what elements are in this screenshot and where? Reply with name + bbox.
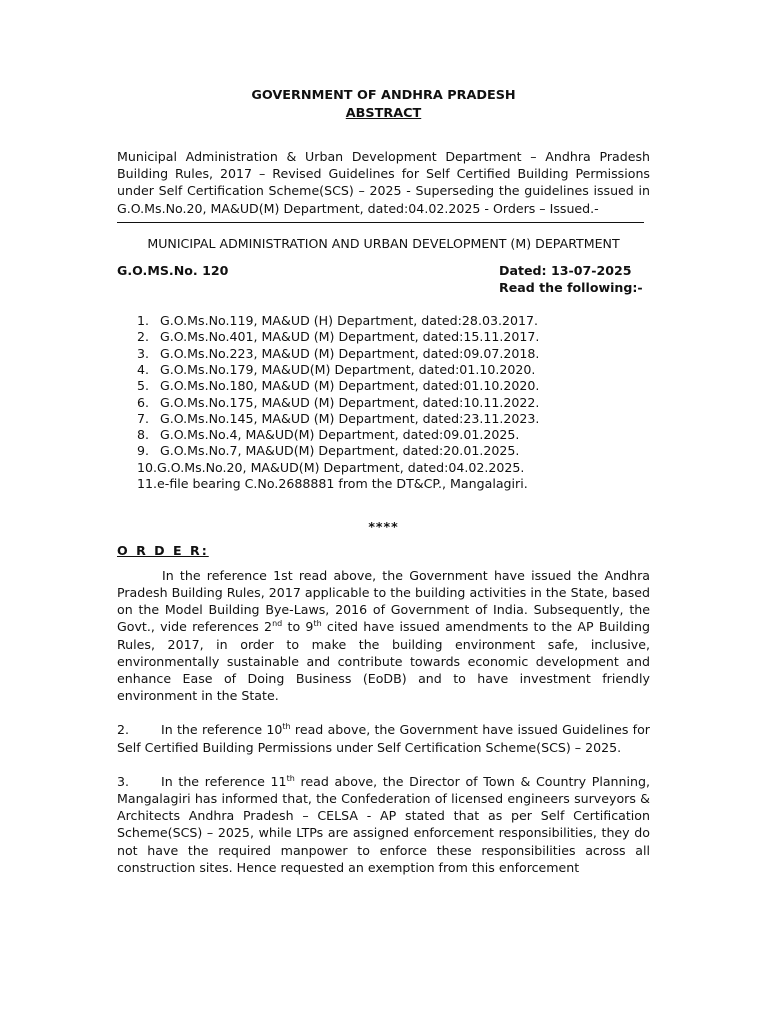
reference-item <box>137 313 650 329</box>
subject-text: Municipal Administration & Urban Development Department – Andhra Pradesh Building Rules, 2017 – Revised Guidelines for Self Certified Building Permissions under Self Certification Scheme(SCS) – 2025 - Superseding the guidelines issued in G.O.Ms.No.20, MA&UD(M) Department, dated:04.02.2025 - Orders – Issued.- <box>117 149 650 216</box>
reference-item <box>137 329 650 345</box>
reference-text: G.O.Ms.No.7, MA&UD(M) Department, dated:20.01.2025. <box>160 443 520 459</box>
section-separator: **** <box>368 519 399 535</box>
superscript: th <box>286 773 295 783</box>
reference-item <box>137 427 650 443</box>
reference-list <box>117 313 650 492</box>
reference-number: 7. <box>137 410 150 426</box>
paragraph-number: 2. <box>117 722 130 738</box>
reference-number: 3. <box>137 345 150 361</box>
reference-item <box>137 362 650 378</box>
paragraph-3 <box>117 773 650 876</box>
reference-text: G.O.Ms.No.223, MA&UD (M) Department, dated:09.07.2018. <box>160 345 540 361</box>
superscript: nd <box>272 619 283 629</box>
reference-text: G.O.Ms.No.180, MA&UD (M) Department, dated:01.10.2020. <box>160 378 540 394</box>
reference-text: G.O.Ms.No.145, MA&UD (M) Department, dated:23.11.2023. <box>160 410 540 426</box>
abstract-heading: ABSTRACT <box>345 106 422 121</box>
reference-text: G.O.Ms.No.401, MA&UD (M) Department, dated:15.11.2017. <box>160 329 540 345</box>
paragraph-1-text-b: to 9 <box>282 619 314 635</box>
reference-number: 6. <box>137 394 150 410</box>
paragraph-1 <box>117 567 650 705</box>
paragraph-1-text-c: cited have issued amendments to the AP Building Rules, 2017, in order to make the building environment safe, inclusive, environmentally sustainable and contribute towards economic development and enhance Ease of Doing Business (EoDB) and to have investment friendly environment in the State. <box>117 619 650 704</box>
reference-text: G.O.Ms.No.20, MA&UD(M) Department, dated:04.02.2025. <box>157 459 525 475</box>
reference-item <box>137 476 650 492</box>
goms-number: G.O.MS.No. 120 <box>117 263 229 279</box>
paragraph-2-text-a: In the reference 10 <box>161 722 283 738</box>
reference-text: G.O.Ms.No.179, MA&UD(M) Department, dated:01.10.2020. <box>160 361 536 377</box>
paragraph-2-text-b: read above, the Government have issued Guidelines for Self Certified Building Permissions under Self Certification Scheme(SCS) – 2025. <box>117 722 650 755</box>
reference-number: 10. <box>137 459 158 475</box>
paragraph-2 <box>117 721 650 755</box>
reference-number: 1. <box>137 313 150 329</box>
horizontal-rule <box>117 222 644 223</box>
reference-number: 9. <box>137 443 150 459</box>
reference-text: G.O.Ms.No.175, MA&UD (M) Department, dated:10.11.2022. <box>160 394 540 410</box>
reference-number: 11. <box>137 475 158 491</box>
reference-number: 8. <box>137 427 150 443</box>
paragraph-3-text-b: read above, the Director of Town & Country Planning, Mangalagiri has informed that, the Confederation of licensed engineers surveyors & Architects Andhra Pradesh – CELSA - AP stated that as per Self Certification Scheme(SCS) – 2025, while LTPs are assigned enforcement responsibilities, they do not have the required manpower to enforce these responsibilities across all construction sites. Hence requested an exemption from this enforcement <box>117 773 650 875</box>
reference-item <box>137 443 650 459</box>
paragraph-number: 3. <box>117 773 130 789</box>
reference-text: G.O.Ms.No.4, MA&UD(M) Department, dated:09.01.2025. <box>160 427 520 443</box>
order-heading: O R D E R: <box>117 543 209 559</box>
goms-row <box>117 262 650 296</box>
reference-item <box>137 378 650 394</box>
order-date: Dated: 13-07-2025 <box>499 263 632 279</box>
superscript: th <box>313 619 322 629</box>
reference-number: 5. <box>137 378 150 394</box>
reference-item <box>137 395 650 411</box>
reference-number: 2. <box>137 329 150 345</box>
department-heading: MUNICIPAL ADMINISTRATION AND URBAN DEVELOPMENT (M) DEPARTMENT <box>147 235 620 251</box>
paragraph-3-text-a: In the reference 11 <box>161 773 287 789</box>
paragraph-1-text-a: In the reference 1st read above, the Government have issued the Andhra Pradesh Building Rules, 2017 applicable to the building activities in the State, based on the Model Building Bye-Laws, 2016 of Government of India. Subsequently, the Govt., vide references 2 <box>117 567 650 635</box>
superscript: th <box>282 722 291 732</box>
reference-number: 4. <box>137 361 150 377</box>
reference-item <box>137 346 650 362</box>
reference-text: G.O.Ms.No.119, MA&UD (H) Department, dated:28.03.2017. <box>160 313 539 329</box>
reference-item <box>137 411 650 427</box>
read-following-label: Read the following:- <box>499 280 643 296</box>
government-heading: GOVERNMENT OF ANDHRA PRADESH <box>251 88 516 103</box>
reference-item <box>137 460 650 476</box>
reference-text: e-file bearing C.No.2688881 from the DT&CP., Mangalagiri. <box>157 475 528 491</box>
document-body <box>117 87 650 876</box>
